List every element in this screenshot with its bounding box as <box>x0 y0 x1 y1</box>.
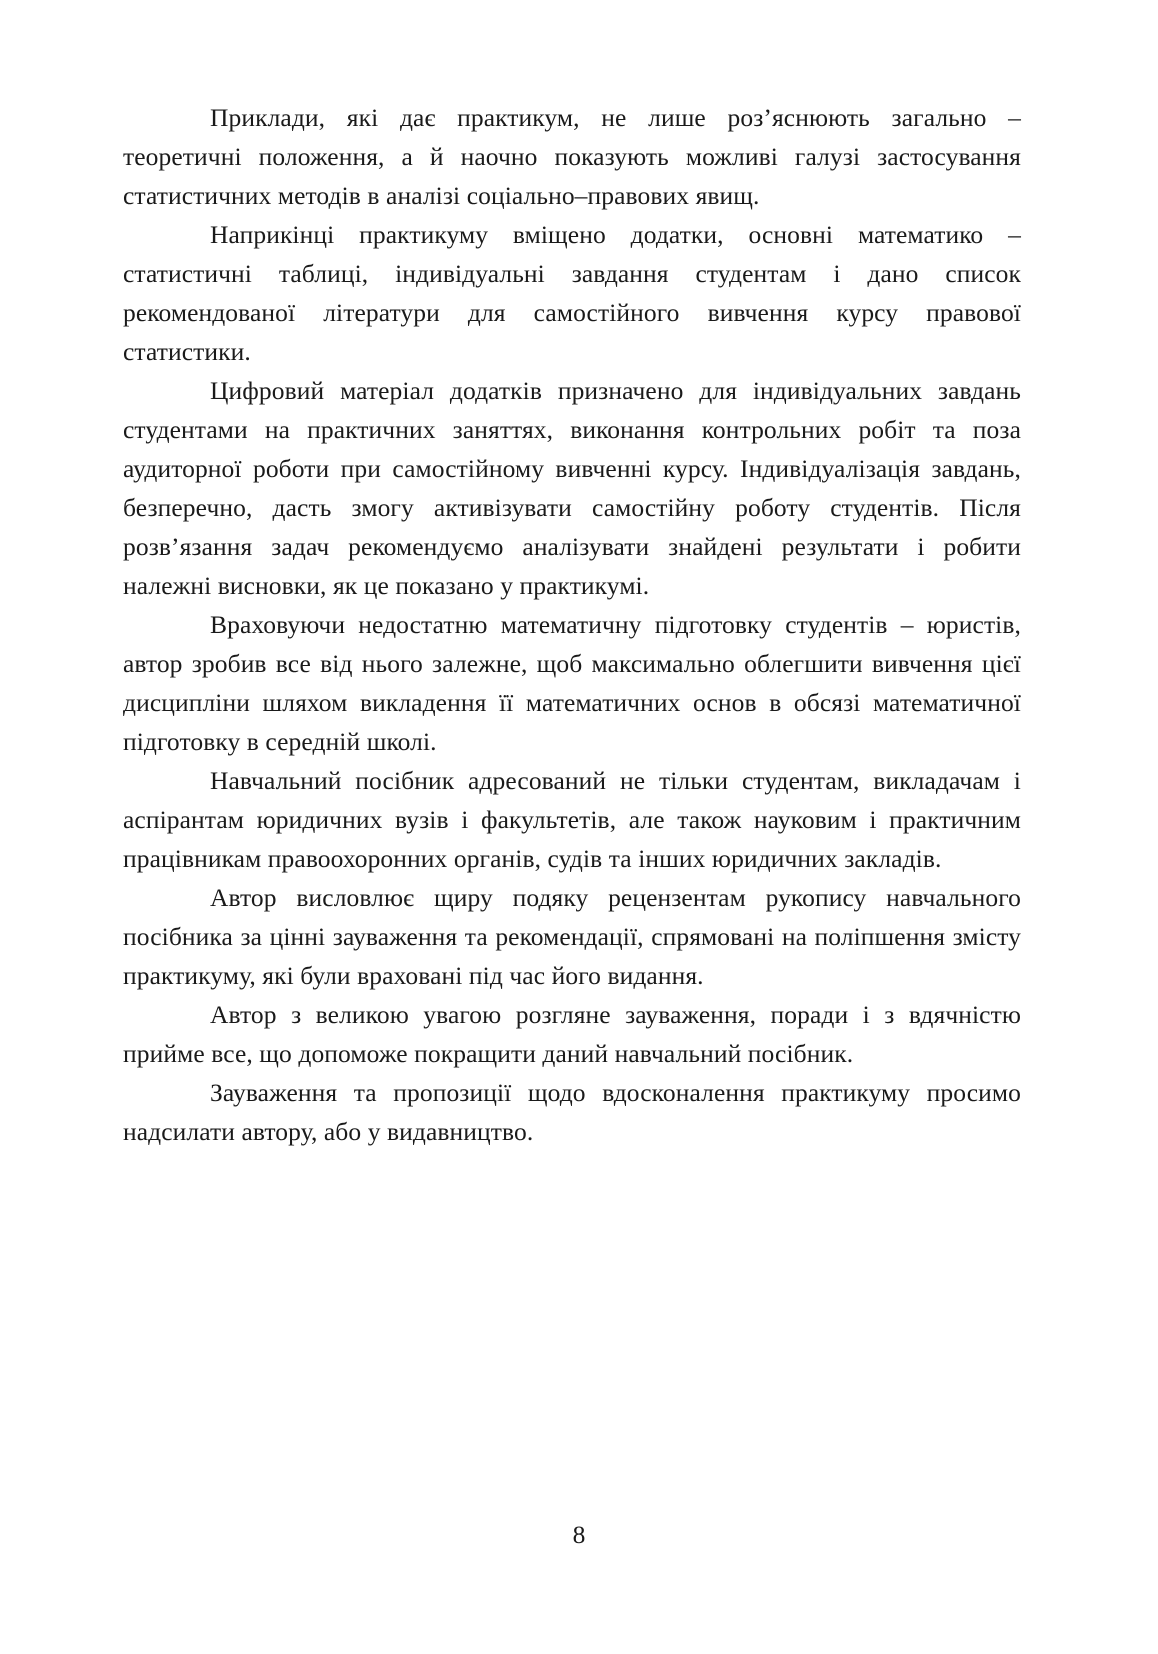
paragraph: Зауваження та пропозиції щодо вдосконалення практикуму просимо надсилати автору, або у видавництво. <box>123 1078 1021 1146</box>
paragraph: Автор висловлює щиру подяку рецензентам рукопису навчального посібника за цінні зауваження та рекомендації, спрямовані на поліпшення змісту практикуму, які були враховані під час його видання. <box>123 883 1021 990</box>
paragraph: Цифровий матеріал додатків призначено для індивідуальних завдань студентами на практичних заняттях, виконання контрольних робіт та поза аудиторної роботи при самостійному вивченні курсу. Індивідуалізація завдань, безперечно, дасть змогу активізувати самостійну роботу студентів. Після розв’язання задач рекомендуємо аналізувати знайдені результати і робити належні висновки, як це показано у практикумі. <box>123 376 1021 600</box>
page-number: 8 <box>572 1520 586 1549</box>
paragraph: Навчальний посібник адресований не тільки студентам, викладачам і аспірантам юридичних вузів і факультетів, але також науковим і практичним працівникам правоохоронних органів, судів та інших юридичних закладів. <box>123 766 1021 873</box>
paragraph: Наприкінці практикуму вміщено додатки, основні математико – статистичні таблиці, індивідуальні завдання студентам і дано список рекомендованої літератури для самостійного вивчення курсу правової статистики. <box>123 220 1021 366</box>
paragraph: Автор з великою увагою розгляне зауваження, поради і з вдячністю прийме все, що допоможе покращити даний навчальний посібник. <box>123 1000 1021 1068</box>
body-text <box>123 98 1021 1151</box>
paragraph: Приклади, які дає практикум, не лише роз’яснюють загально – теоретичні положення, а й наочно показують можливі галузі застосування статистичних методів в аналізі соціально–правових явищ. <box>123 103 1021 210</box>
paragraph: Враховуючи недостатню математичну підготовку студентів – юристів, автор зробив все від нього залежне, щоб максимально облегшити вивчення цієї дисципліни шляхом викладення її математичних основ в обсязі математичної підготовку в середній школі. <box>123 610 1021 756</box>
